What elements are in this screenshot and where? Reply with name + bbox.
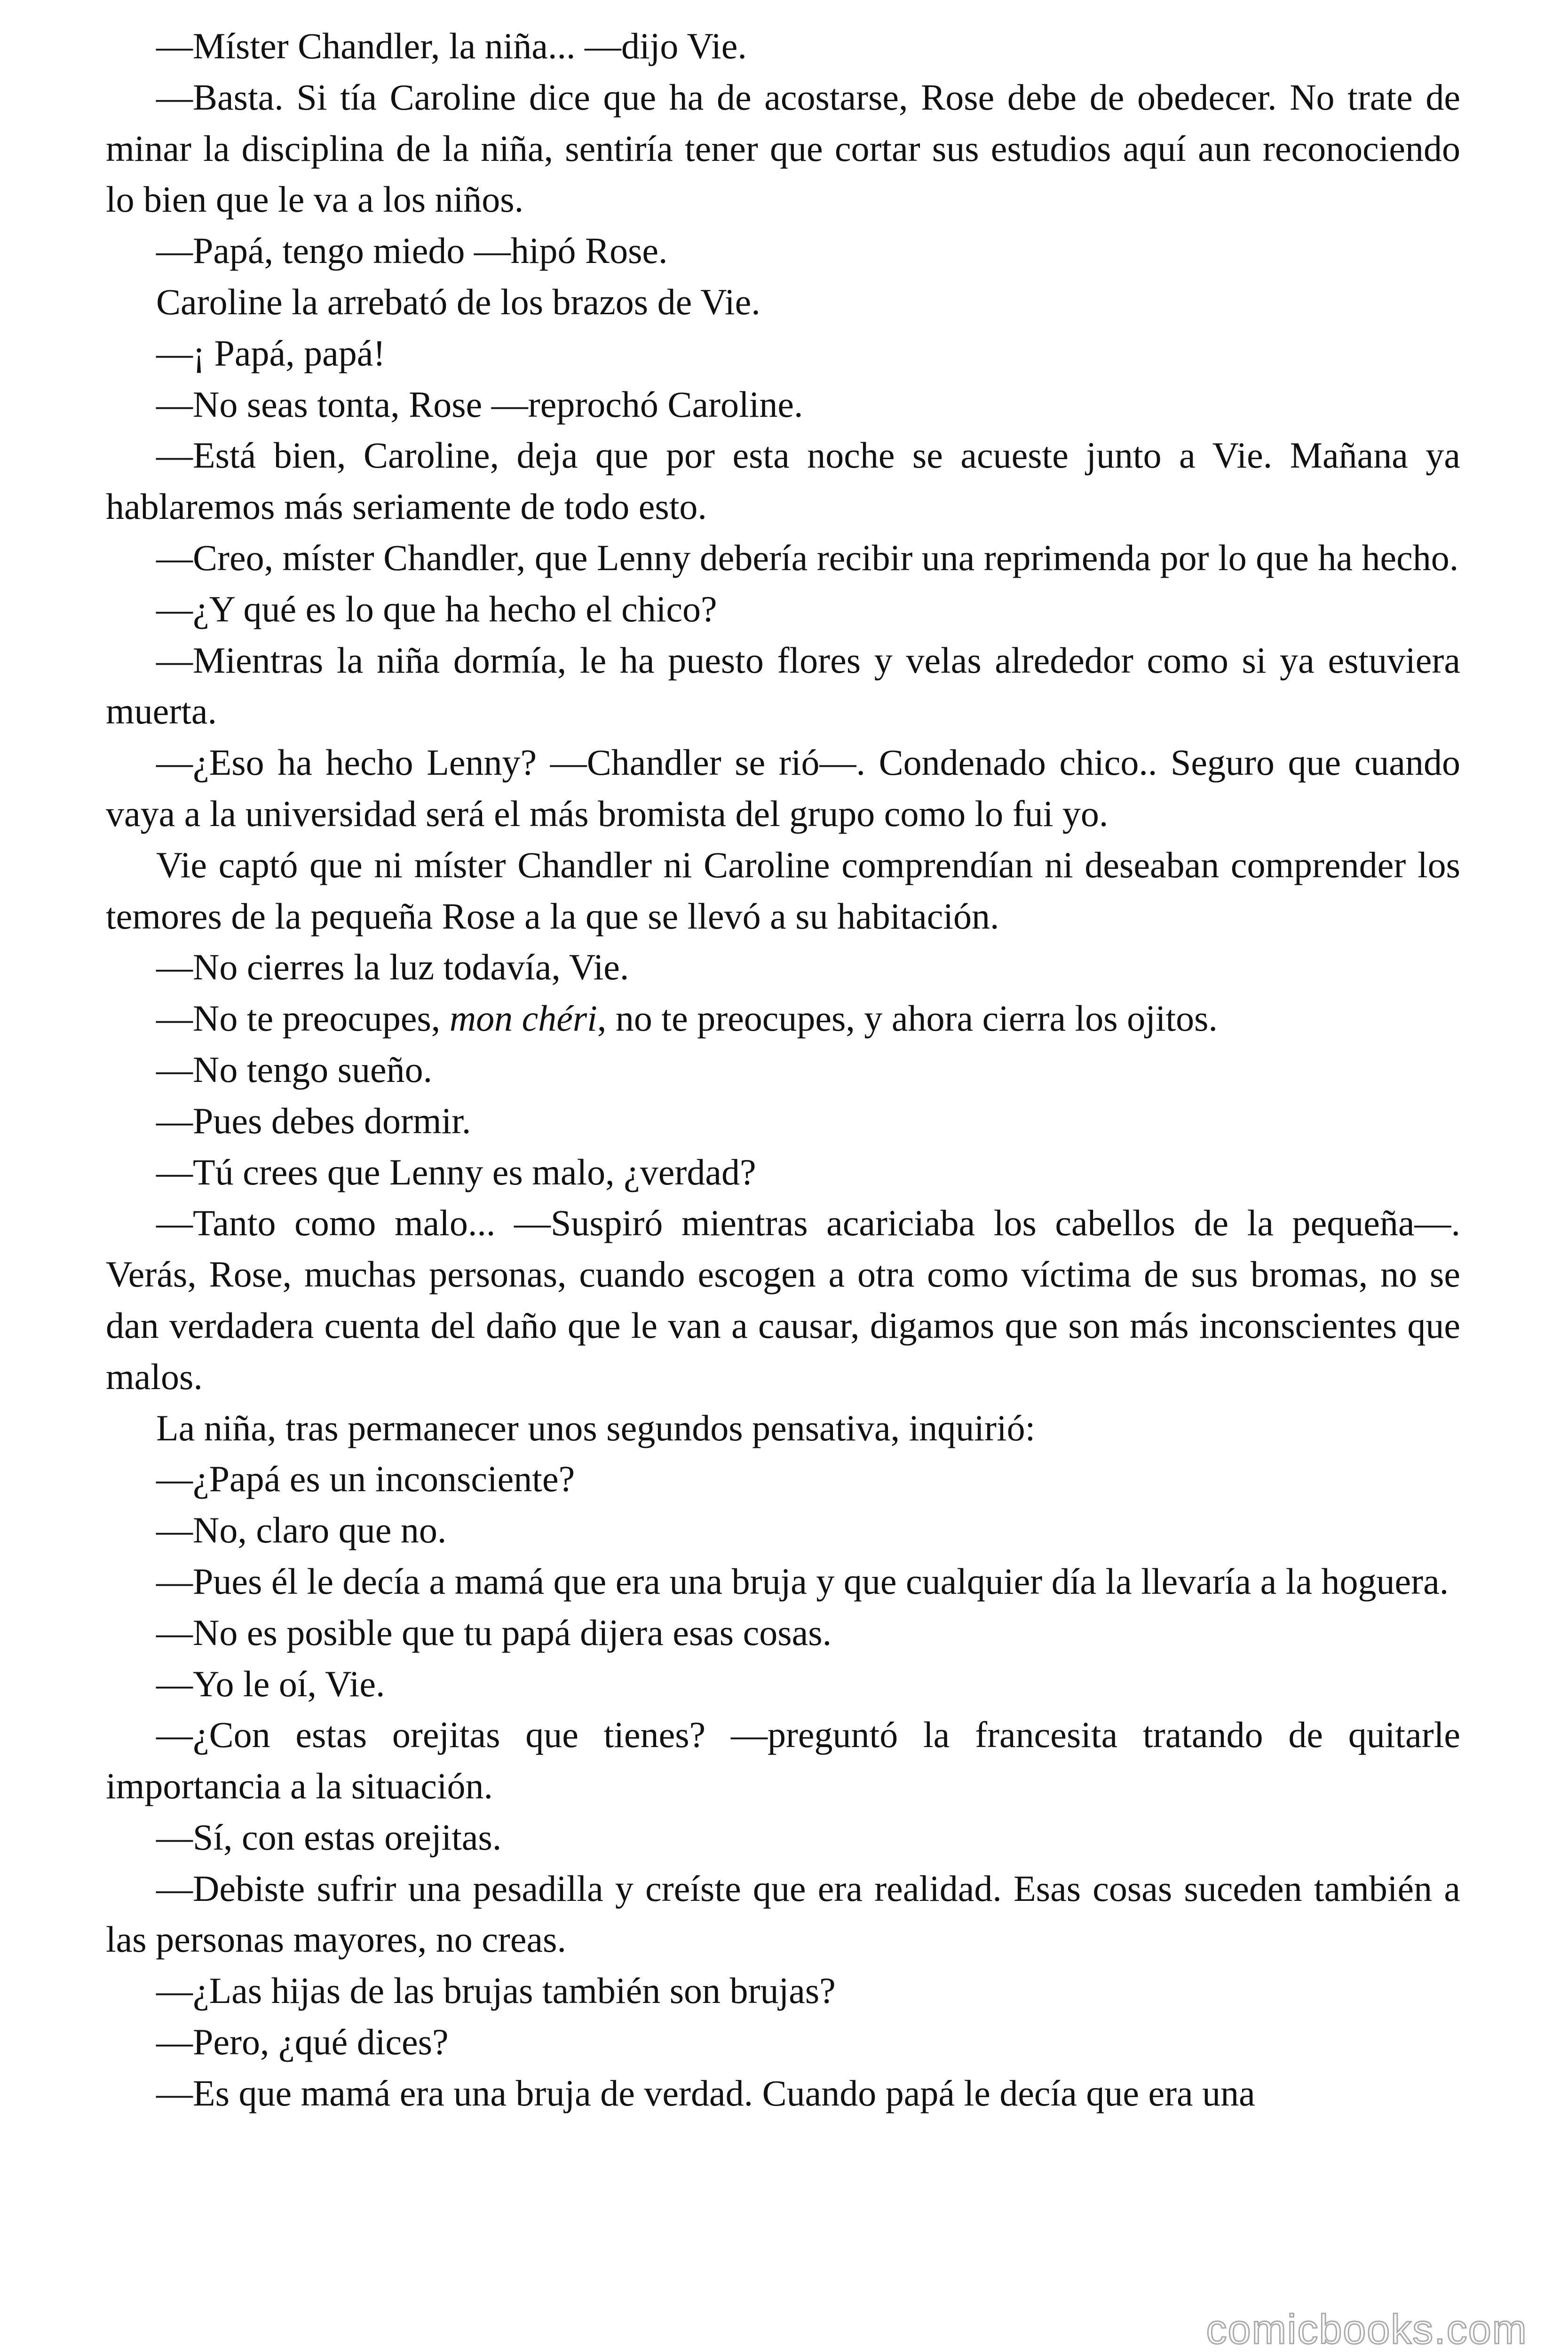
paragraph-text: —Míster Chandler, la niña... —dijo Vie.	[156, 25, 747, 66]
paragraph-text: —¿Con estas orejitas que tienes? —preguntó la francesita tratando de quitarle importancia a la situación.	[106, 1714, 1460, 1807]
paragraph-text: —Pero, ¿qué dices?	[156, 2021, 449, 2063]
paragraph	[106, 737, 1460, 840]
paragraph-text: —Pues él le decía a mamá que era una bruja y que cualquier día la llevaría a la hoguera.	[156, 1560, 1449, 1602]
paragraph-text: —Basta. Si tía Caroline dice que ha de acostarse, Rose debe de obedecer. No trate de minar la disciplina de la niña, sentiría tener que cortar sus estudios aquí aun reconociendo lo bien que le va a los niños.	[106, 76, 1460, 220]
paragraph-text: —No cierres la luz todavía, Vie.	[156, 946, 629, 988]
paragraph	[106, 1096, 1460, 1147]
paragraph	[106, 1556, 1460, 1607]
paragraph	[106, 430, 1460, 532]
paragraph	[106, 993, 1460, 1044]
paragraph	[106, 379, 1460, 430]
paragraph-text: —No te preocupes,	[156, 998, 450, 1039]
paragraph	[106, 21, 1460, 72]
paragraph	[106, 840, 1460, 942]
paragraph-text: —¡ Papá, papá!	[156, 332, 386, 373]
paragraph-text: —Tú crees que Lenny es malo, ¿verdad?	[156, 1151, 756, 1192]
paragraph	[106, 1812, 1460, 1863]
paragraph	[106, 1403, 1460, 1454]
paragraph-text: —Mientras la niña dormía, le ha puesto flores y velas alrededor como si ya estuviera muerta.	[106, 639, 1460, 732]
paragraph	[106, 1709, 1460, 1812]
watermark: comicbooks.com	[1206, 2306, 1528, 2352]
italic-phrase: mon chéri	[449, 998, 597, 1039]
paragraph-text: —Yo le oí, Vie.	[156, 1663, 385, 1704]
paragraph	[106, 1505, 1460, 1556]
paragraph-text: —Es que mamá era una bruja de verdad. Cuando papá le decía que era una	[156, 2072, 1255, 2114]
paragraph-text: —Creo, míster Chandler, que Lenny debería recibir una reprimenda por lo que ha hecho.	[156, 537, 1459, 578]
paragraph	[106, 1198, 1460, 1402]
paragraph	[106, 1659, 1460, 1710]
paragraph-text: —Pues debes dormir.	[156, 1100, 471, 1141]
paragraph-text: —No tengo sueño.	[156, 1049, 433, 1090]
paragraph-text: —Debiste sufrir una pesadilla y creíste que era realidad. Esas cosas suceden también a las personas mayores, no creas.	[106, 1867, 1460, 1960]
paragraph-text: —Tanto como malo... —Suspiró mientras acariciaba los cabellos de la pequeña—. Verás, Rose, muchas personas, cuando escogen a otra como víctima de sus bromas, no se dan verdadera cuenta del daño que le van a causar, digamos que son más inconscientes que malos.	[106, 1202, 1460, 1397]
paragraph	[106, 1454, 1460, 1505]
paragraph	[106, 635, 1460, 738]
paragraph-text: —No es posible que tu papá dijera esas cosas.	[156, 1612, 832, 1653]
paragraph-text: —¿Eso ha hecho Lenny? —Chandler se rió—. Condenado chico.. Seguro que cuando vaya a la universidad será el más bromista del grupo como lo fui yo.	[106, 742, 1460, 834]
paragraph-text: , no te preocupes, y ahora cierra los ojitos.	[597, 998, 1218, 1039]
paragraph	[106, 2068, 1460, 2119]
paragraph-text: —¿Las hijas de las brujas también son brujas?	[156, 1970, 836, 2011]
paragraph-text: —Papá, tengo miedo —hipó Rose.	[156, 230, 668, 271]
paragraph-text: —¿Papá es un inconsciente?	[156, 1458, 575, 1500]
book-page-text	[106, 21, 1460, 2119]
paragraph-text: La niña, tras permanecer unos segundos pensativa, inquirió:	[156, 1407, 1036, 1448]
paragraph	[106, 2017, 1460, 2068]
paragraph-text: —Está bien, Caroline, deja que por esta noche se acueste junto a Vie. Mañana ya hablaremos más seriamente de todo esto.	[106, 435, 1460, 527]
paragraph	[106, 1965, 1460, 2017]
paragraph-text: Caroline la arrebató de los brazos de Vie.	[156, 281, 760, 322]
paragraph	[106, 72, 1460, 225]
paragraph	[106, 277, 1460, 328]
paragraph	[106, 328, 1460, 379]
paragraph	[106, 1863, 1460, 1966]
paragraph	[106, 1607, 1460, 1659]
paragraph-text: —¿Y qué es lo que ha hecho el chico?	[156, 588, 717, 629]
paragraph	[106, 1147, 1460, 1198]
paragraph-text: Vie captó que ni míster Chandler ni Caroline comprendían ni deseaban comprender los temores de la pequeña Rose a la que se llevó a su habitación.	[106, 844, 1460, 937]
paragraph	[106, 1044, 1460, 1096]
paragraph-text: —No seas tonta, Rose —reprochó Caroline.	[156, 383, 803, 425]
paragraph-text: —No, claro que no.	[156, 1510, 447, 1551]
paragraph	[106, 225, 1460, 277]
paragraph	[106, 942, 1460, 993]
paragraph	[106, 584, 1460, 635]
paragraph-text: —Sí, con estas orejitas.	[156, 1816, 502, 1858]
paragraph	[106, 532, 1460, 584]
